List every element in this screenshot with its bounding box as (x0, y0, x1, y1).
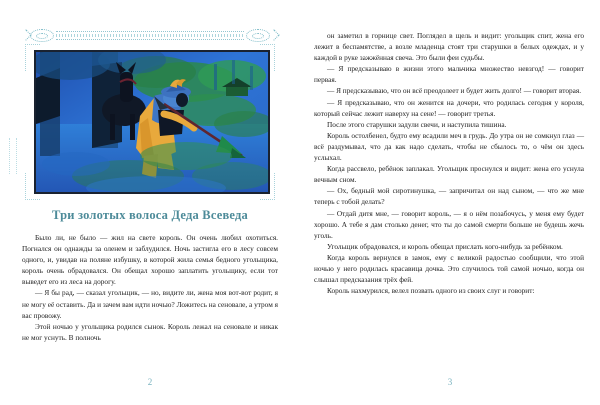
frame-corner-bottom-right (260, 173, 275, 200)
frame-corner-top-right (260, 44, 275, 71)
page-title: Три золотых волоса Деда Всеведа (52, 208, 248, 222)
page-right (300, 0, 600, 405)
paragraph: Было ли, не было — жил на свете король. Он очень любил охотиться. Погнался он однажды за оленем и заблудился. Ночь застигла его в лесу совсем одного, и, увидав на поляне избушку, в которой жила семья бедного угольщика, король очень обрадовался. Он обещал хорошо заплатить угольщику, если тот выведет его из леса на дорогу. (22, 233, 278, 287)
page-number-left: 2 (147, 377, 153, 387)
frame-corner-bottom-left (25, 173, 40, 200)
illustration-frame (34, 50, 266, 194)
paragraph: — Ох, бедный мой сиротинушка, — запричитал он над сыном, — что же мне теперь с тобой делать? (314, 186, 584, 207)
paragraph: Угольщик обрадовался, и король обещал прислать кого-нибудь за ребёнком. (327, 241, 563, 251)
paragraph: — Я бы рад, — сказал угольщик, — но, видите ли, жена моя вот-вот родит, я не могу её оставить. Да и зачем вам идти ночью? Ложитесь на сеновале, а утром я вас провожу. (22, 288, 278, 320)
ornament-tip-right-icon (268, 29, 279, 40)
paragraph: он заметил в горнице свет. Поглядел в щель и видит: угольщик спит, жена его лежит в беспамятстве, а возле младенца стоят три старушки в белых одеждах, и у каждой в руке зажжённая свеча. Это были феи судьбы. (314, 31, 584, 63)
paragraph: Когда рассвело, ребёнок заплакал. Угольщик проснулся и видит: жена его уснула вечным сном. (314, 164, 584, 185)
ornament-eye-right-icon (246, 29, 270, 42)
paragraph: Король остолбенел, будто ему всадили меч в грудь. До утра он не сомкнул глаз — всё раздумывал, что да как надо сделать, чтобы не сбылось то, о чём он здесь услыхал. (314, 130, 584, 163)
paragraph: — Я предсказываю в жизни этого мальчика множество невзгод! — говорит первая. (314, 64, 584, 85)
frame-corner-top-left (25, 44, 40, 71)
story-illustration (34, 50, 270, 194)
paragraph: После этого старушки задули свечи, и наступила тишина. (327, 119, 507, 129)
ornament-eye-left-icon (30, 29, 54, 42)
dotted-rule-ornament (22, 22, 278, 48)
paragraph: Этой ночью у угольщика родился сынок. Король лежал на сеновале и никак не мог уснуть. В полночь (22, 321, 278, 342)
paragraph: Когда король вернулся в замок, ему с великой радостью сообщили, что этой ночью у него родилась красавица дочка. Это случилось той самой ночью, когда он слышал предсказания трёх фей. (314, 252, 584, 285)
paragraph: — Я предсказываю, что он женится на дочери, что родилась сегодня у короля, который сейчас лежит наверху на сене! — говорит третья. (314, 97, 584, 118)
right-column-body (314, 0, 584, 296)
left-column-body (22, 232, 278, 343)
paragraph: — Отдай дитя мне, — говорит король, — я о нём позабочусь, у меня ему будет хорошо. А тебе я дам столько денег, что ты до самой смерти больше не будешь жечь уголь. (314, 208, 584, 240)
page-number-right: 3 (447, 377, 453, 387)
paragraph: — Я предсказываю, что он всё преодолеет и будет жить долго! — говорит вторая. (327, 86, 582, 96)
ornament-bar (56, 31, 244, 40)
paragraph: Король нахмурился, велел позвать одного из своих слуг и говорит: (327, 286, 535, 296)
edge-dotted-marks (9, 138, 17, 174)
